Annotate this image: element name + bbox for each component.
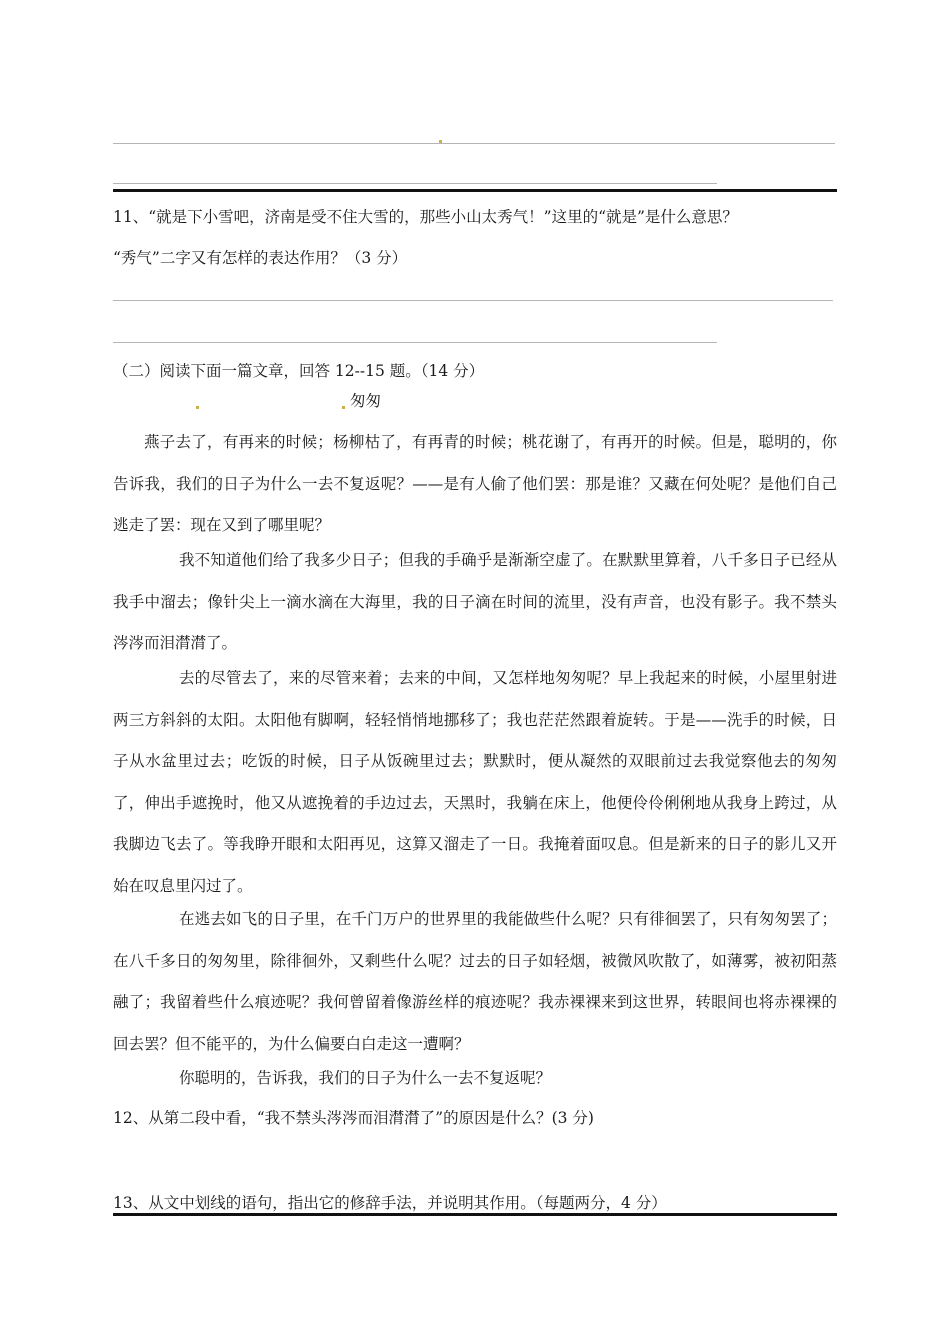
question-13: 13、从文中划线的语句，指出它的修辞手法，并说明其作用。（每题两分，4 分）: [113, 1194, 667, 1212]
article-paragraph-5: 你聪明的，告诉我，我们的日子为什么一去不复返呢？: [179, 1069, 552, 1087]
article-title: 匆匆: [350, 392, 382, 410]
answer-line: [113, 342, 717, 343]
answer-line: [113, 143, 835, 144]
speck: [439, 140, 442, 143]
answer-line: [113, 183, 717, 184]
question-11-line-2: “秀气”二字又有怎样的表达作用？（3 分）: [113, 249, 408, 267]
article-paragraph-3: 去的尽管去了，来的尽管来着；去来的中间，又怎样地匆匆呢？早上我起来的时候，小屋里射进两三方斜斜的太阳。太阳他有脚啊，轻轻悄悄地挪移了；我也茫茫然跟着旋转。于是——洗手的时候，日子从水盆里过去；吃饭的时候，日子从饭碗里过去；默默时，便从凝然的双眼前过去我觉察他去的匆匆了，伸出手遮挽时，他又从遮挽着的手边过去，天黑时，我躺在床上，他便伶伶俐俐地从我身上跨过，从我脚边飞去了。等我睁开眼和太阳再见，这算又溜走了一日。我掩着面叹息。但是新来的日子的影儿又开始在叹息里闪过了。: [113, 669, 837, 895]
article-paragraph-2: 我不知道他们给了我多少日子；但我的手确乎是渐渐空虚了。在默默里算着，八千多日子已经从我手中溜去；像针尖上一滴水滴在大海里，我的日子滴在时间的流里，没有声音，也没有影子。我不禁头涔涔而泪潸潸了。: [113, 551, 837, 652]
article-paragraph-4: 在逃去如飞的日子里，在千门万户的世界里的我能做些什么呢？只有徘徊罢了，只有匆匆罢了；在八千多日的匆匆里，除徘徊外，又剩些什么呢？过去的日子如轻烟，被微风吹散了，如薄雾，被初阳蒸融了；我留着些什么痕迹呢？我何曾留着像游丝样的痕迹呢？我赤裸裸来到这世界，转眼间也将赤裸裸的回去罢？但不能平的，为什么偏要白白走这一遭啊？: [113, 910, 837, 1053]
separator-rule: [113, 1213, 837, 1216]
section-heading: （二）阅读下面一篇文章，回答 12--15 题。（14 分）: [113, 362, 485, 380]
question-11-line-1: 11、“就是下小雪吧，济南是受不住大雪的，那些小山太秀气！”这里的“就是”是什么意思？: [113, 208, 738, 226]
article-paragraph-1: 燕子去了，有再来的时候；杨柳枯了，有再青的时候；桃花谢了，有再开的时候。但是，聪明的，你告诉我，我们的日子为什么一去不复返呢？——是有人偷了他们罢：那是谁？又藏在何处呢？是他们自己逃走了罢：现在又到了哪里呢？: [113, 433, 837, 534]
speck: [196, 406, 199, 409]
answer-line: [113, 300, 833, 301]
question-12: 12、从第二段中看，“我不禁头涔涔而泪潸潸了”的原因是什么？(3 分): [113, 1109, 594, 1127]
separator-rule: [113, 189, 837, 192]
speck: [342, 406, 345, 409]
